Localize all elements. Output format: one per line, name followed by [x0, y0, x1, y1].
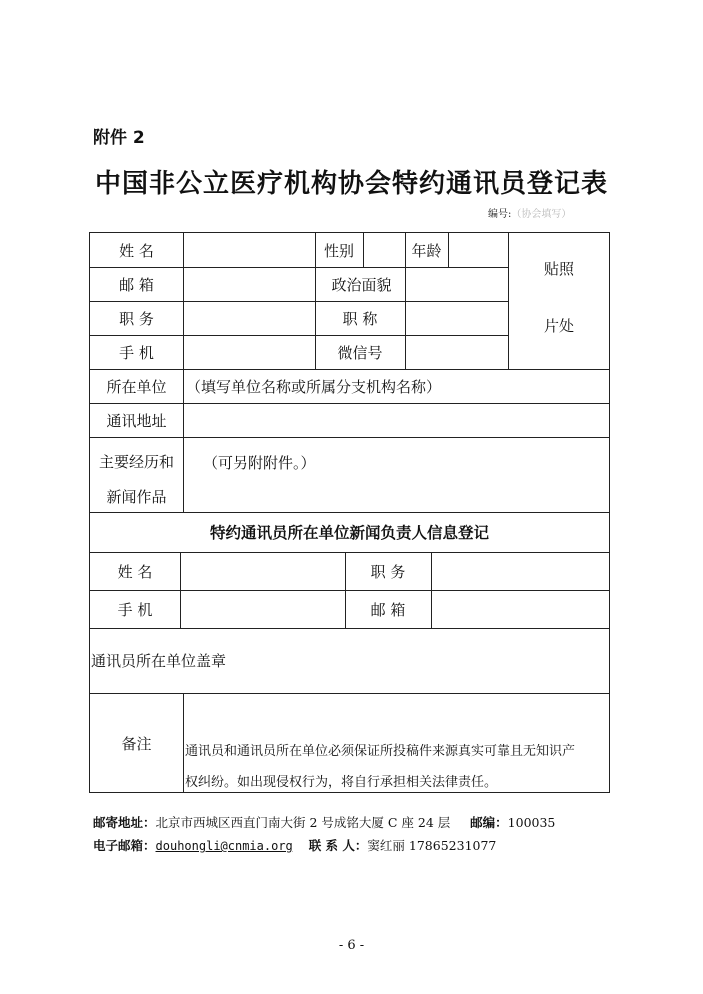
contact-label: 联 系 人： — [308, 838, 368, 853]
label-wechat: 微信号 — [337, 343, 383, 362]
label-address: 通讯地址 — [106, 411, 167, 430]
title-field[interactable] — [406, 301, 508, 335]
responsible-phone-field[interactable] — [181, 590, 345, 628]
politics-field[interactable] — [406, 267, 508, 301]
email-label: 电子邮箱： — [93, 838, 156, 853]
remark-text-line1: 通讯员和通讯员所在单位必须保证所投稿件来源真实可靠且无知识产 — [185, 743, 576, 759]
label-phone: 手 机 — [119, 343, 154, 362]
label-email: 邮 箱 — [119, 275, 154, 294]
mailing-address-line — [93, 813, 555, 831]
address-field[interactable] — [184, 403, 609, 437]
gender-field[interactable] — [364, 233, 405, 267]
label-remark: 备注 — [121, 735, 152, 753]
email-link[interactable]: douhongli@cnmia.org — [155, 839, 293, 853]
label-responsible-email: 邮 箱 — [370, 600, 406, 619]
serial-number — [488, 205, 571, 220]
label-age: 年龄 — [411, 241, 442, 260]
mail-value: 北京市西城区西直门南大街 2 号成铭大厦 C 座 24 层 — [155, 815, 451, 830]
postcode-label: 邮编： — [470, 815, 508, 830]
age-field[interactable] — [449, 233, 508, 267]
serial-label: 编号: — [488, 209, 512, 220]
responsible-email-field[interactable] — [432, 590, 609, 628]
seal-field[interactable]: 通讯员所在单位盖章 — [91, 652, 227, 670]
label-unit: 所在单位 — [106, 377, 167, 396]
label-gender: 性别 — [323, 241, 354, 260]
experience-field[interactable]: （可另附附件。） — [203, 453, 316, 472]
unit-field[interactable]: （填写单位名称或所属分支机构名称） — [186, 377, 442, 396]
section-title: 特约通讯员所在单位新闻负责人信息登记 — [209, 524, 489, 542]
position-field[interactable] — [184, 301, 315, 335]
serial-hint: （协会填写） — [511, 209, 572, 220]
photo-area[interactable] — [509, 233, 609, 369]
mail-label: 邮寄地址： — [93, 815, 156, 830]
label-experience-line2: 新闻作品 — [106, 487, 167, 506]
remark-text-line2: 权纠纷。如出现侵权行为，将自行承担相关法律责任。 — [185, 774, 498, 790]
postcode-value: 100035 — [507, 815, 556, 830]
photo-label-line1: 贴照 — [543, 259, 574, 278]
label-responsible-phone: 手 机 — [117, 600, 153, 619]
responsible-position-field[interactable] — [432, 552, 609, 590]
photo-label-line2: 片处 — [543, 316, 574, 335]
label-experience-line1: 主要经历和 — [98, 452, 174, 471]
contact-line — [93, 836, 496, 854]
label-title: 职 称 — [342, 309, 378, 328]
phone-field[interactable] — [184, 335, 315, 369]
page-number: - 6 - — [338, 938, 365, 953]
label-responsible-position: 职 务 — [370, 562, 406, 581]
wechat-field[interactable] — [406, 335, 508, 369]
label-position: 职 务 — [119, 309, 154, 328]
attachment-label: 附件 2 — [93, 128, 145, 148]
contact-value: 窦红丽 17865231077 — [367, 838, 497, 853]
label-experience — [90, 437, 183, 512]
registration-form-table — [89, 232, 610, 793]
page-title: 中国非公立医疗机构协会特约通讯员登记表 — [94, 169, 608, 199]
label-responsible-name: 姓 名 — [117, 562, 153, 581]
responsible-name-field[interactable] — [181, 552, 345, 590]
label-politics: 政治面貌 — [331, 275, 392, 294]
label-name: 姓 名 — [119, 241, 154, 260]
name-field[interactable] — [184, 233, 315, 267]
